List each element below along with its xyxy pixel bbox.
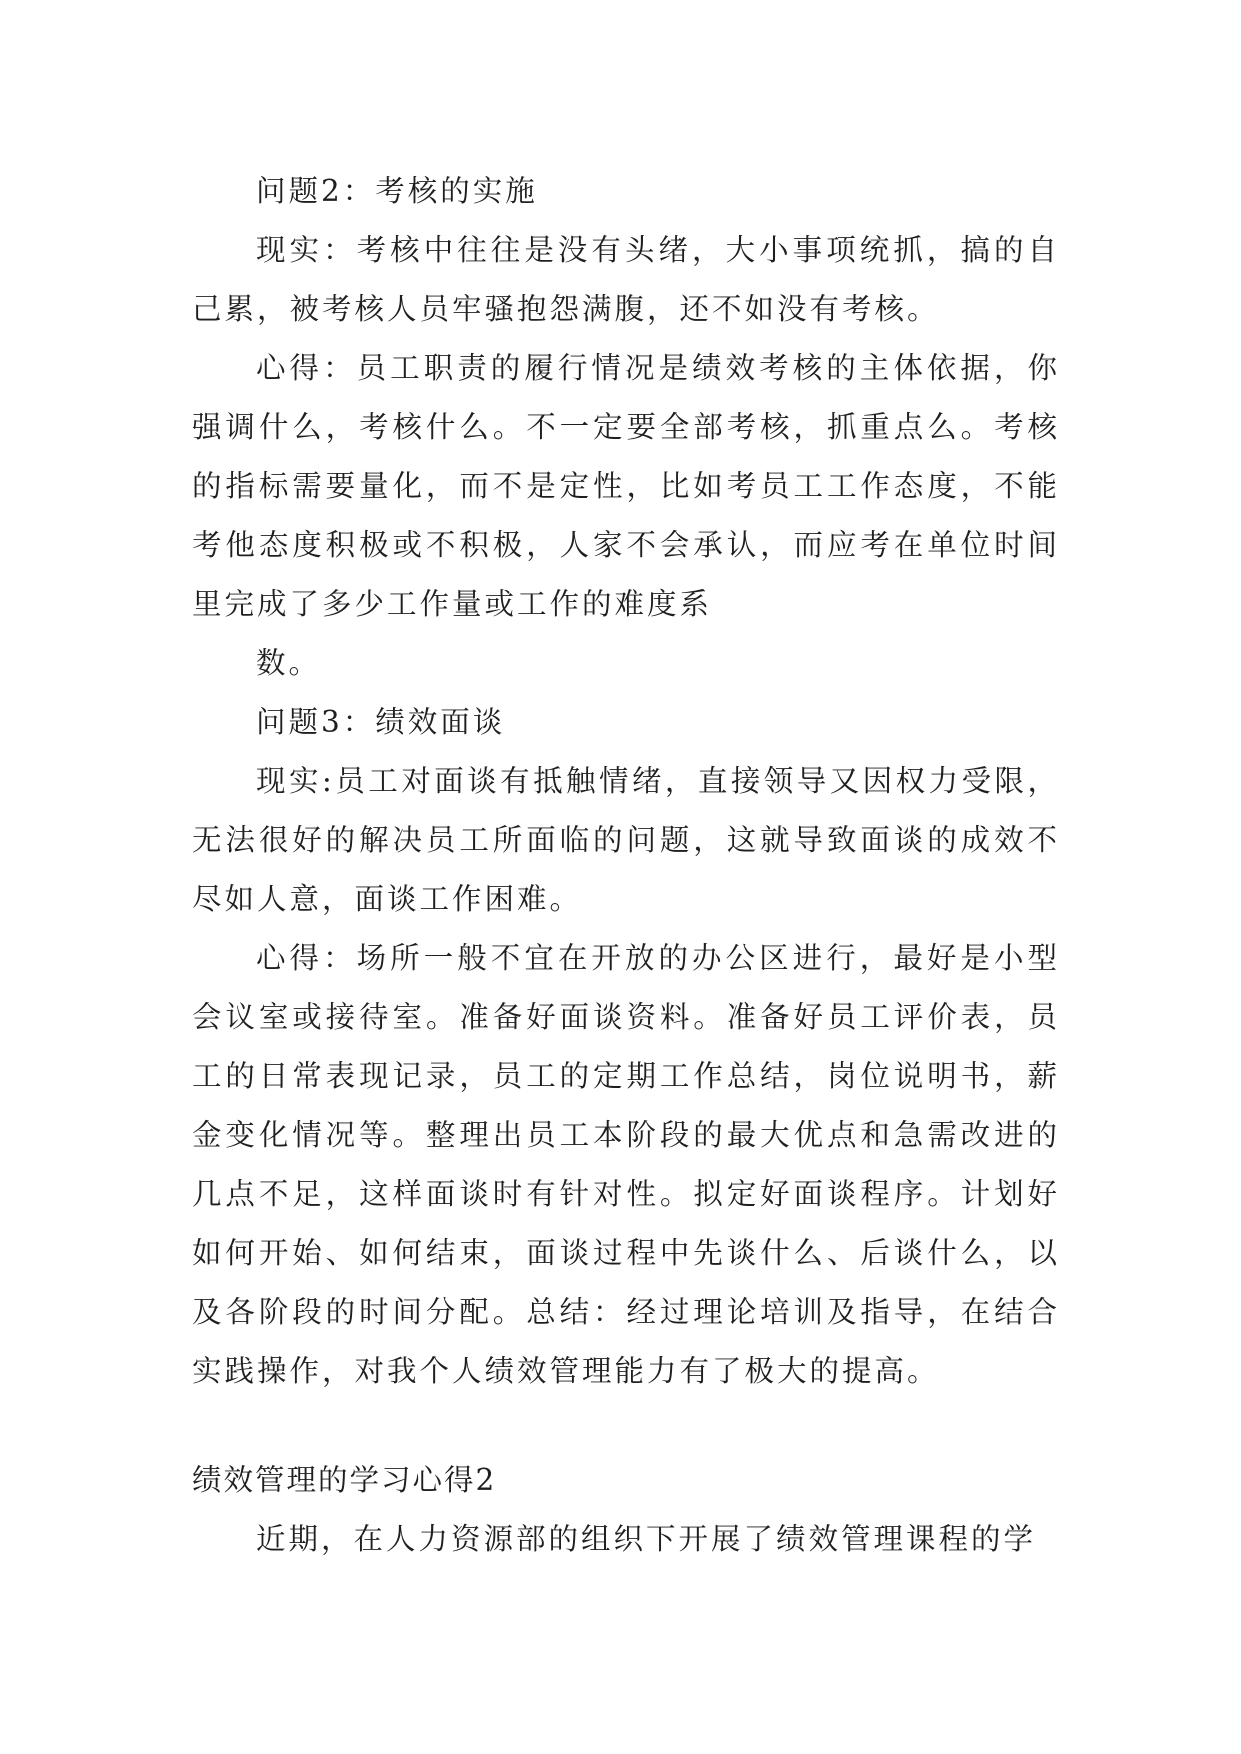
reality-paragraph-1: 现实：考核中往往是没有头绪，大小事项统抓，搞的自己累，被考核人员牢骚抱怨满腹，还不如没有考核。 [192,233,1060,326]
reality-paragraph-2: 现实:员工对面谈有抵触情绪，直接领导又因权力受限，无法很好的解决员工所面临的问题，这就导致面谈的成效不尽如人意，面谈工作困难。 [192,764,1060,916]
insight-paragraph-1: 心得：员工职责的履行情况是绩效考核的主体依据，你强调什么，考核什么。不一定要全部考核，抓重点么。考核的指标需要量化，而不是定性，比如考员工工作态度，不能考他态度积极或不积极，人家不会承认，而应考在单位时间里完成了多少工作量或工作的难度系 [192,351,1060,621]
insight-paragraph-1-continuation: 数。 [256,646,322,680]
question-2-heading: 问题2：考核的实施 [256,174,538,208]
section-title: 绩效管理的学习心得2 [192,1463,497,1497]
insight-paragraph-2: 心得：场所一般不宜在开放的办公区进行，最好是小型会议室或接待室。准备好面谈资料。准备好员工评价表，员工的日常表现记录，员工的定期工作总结，岗位说明书，薪金变化情况等。整理出员工本阶段的最大优点和急需改进的几点不足，这样面谈时有针对性。拟定好面谈程序。计划好如何开始、如何结束，面谈过程中先谈什么、后谈什么，以及各阶段的时间分配。总结：经过理论培训及指导，在结合实践操作，对我个人绩效管理能力有了极大的提高。 [192,941,1060,1388]
question-3-heading: 问题3：绩效面谈 [256,705,506,739]
section-intro-paragraph: 近期，在人力资源部的组织下开展了绩效管理课程的学 [256,1522,1037,1556]
document-body [192,162,1060,1569]
